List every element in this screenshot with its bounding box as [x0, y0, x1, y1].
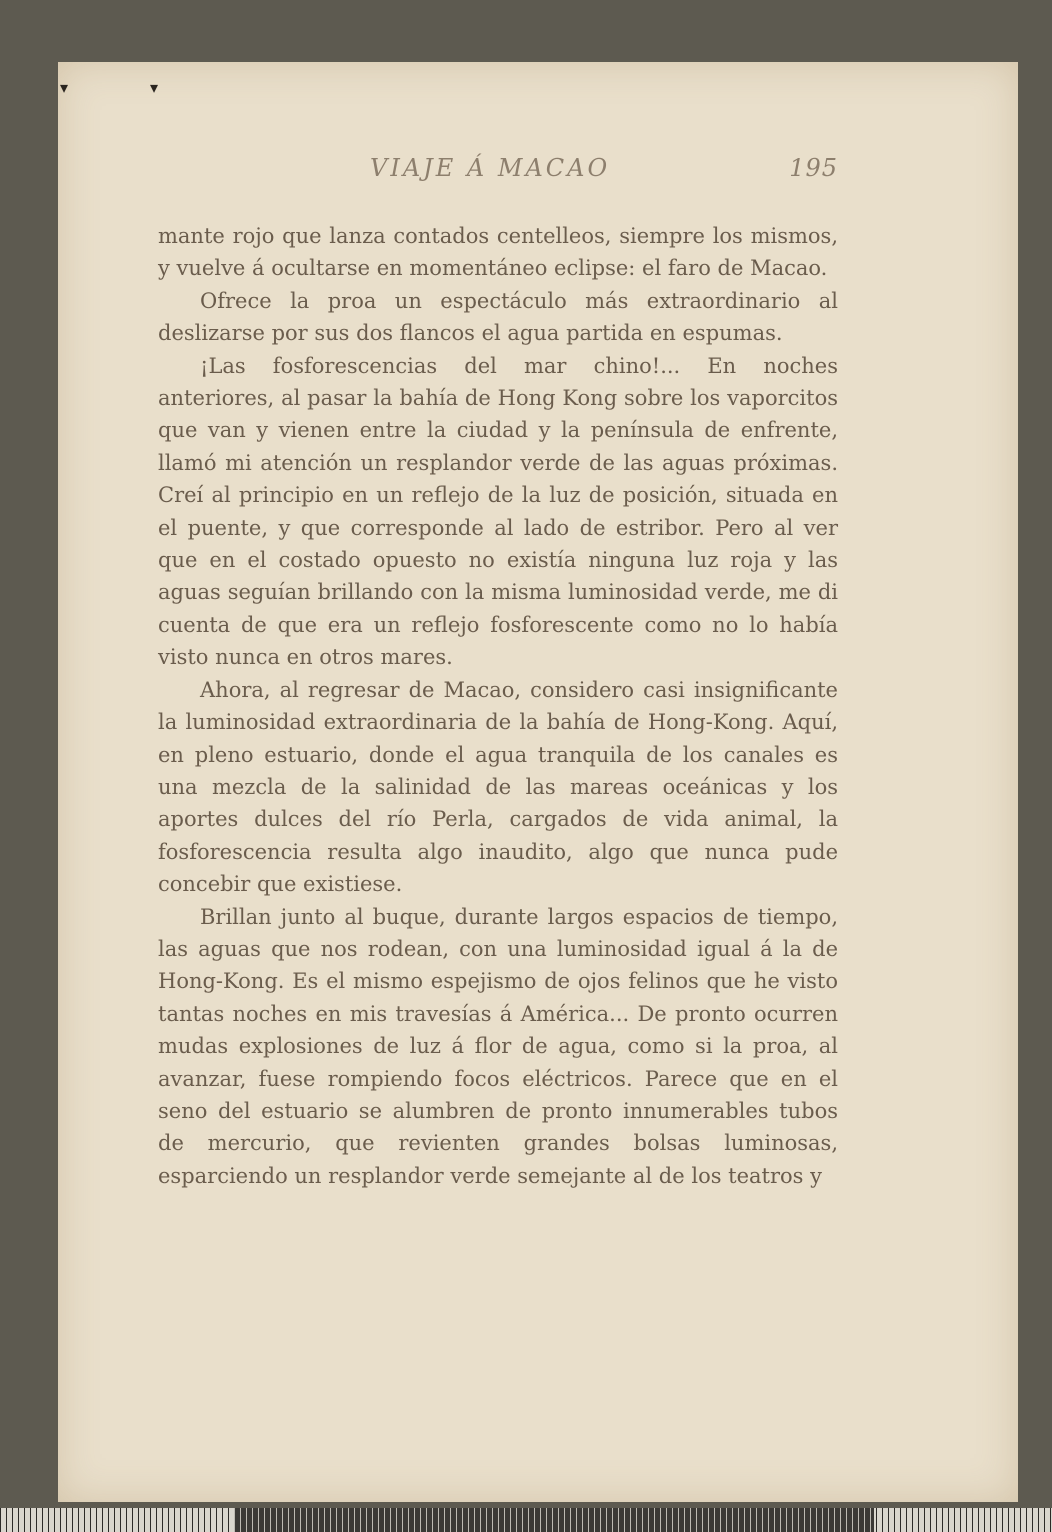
scan-mark: ▾	[60, 78, 69, 97]
running-head-title: VIAJE Á MACAO	[370, 154, 611, 182]
scan-ruler-dark-segment	[234, 1508, 874, 1532]
body-text	[158, 220, 838, 1192]
page-number: 195	[789, 154, 838, 182]
paragraph: Ahora, al regresar de Macao, considero casi insignificante la luminosidad extraordinaria de la bahía de Hong-Kong. Aquí, en pleno estuario, donde el agua tranquila de los canales es una mezcla de la salinidad de las mareas oceánicas y los aportes dulces del río Perla, cargados de vida animal, la fosforescencia resulta algo inaudito, algo que nunca pude concebir que existiese.	[158, 677, 838, 897]
paragraph: Brillan junto al buque, durante largos espacios de tiempo, las aguas que nos rodean, con una luminosidad igual á la de Hong-Kong. Es el mismo espejismo de ojos felinos que he visto tantas noches en mis travesías á América... De pronto ocurren mudas explosiones de luz á flor de agua, como si la proa, al avanzar, fuese rompiendo focos eléctricos. Parece que en el seno del estuario se alumbren de pronto innumerables tubos de mercurio, que revienten grandes bolsas luminosas, esparciendo un resplandor verde semejante al de los teatros y	[158, 904, 838, 1188]
running-head	[158, 154, 838, 190]
scan-mark: ▾	[150, 78, 159, 97]
paragraph: Ofrece la proa un espectáculo más extraordinario al deslizarse por sus dos flancos el agua partida en espumas.	[158, 288, 838, 346]
paragraph: mante rojo que lanza contados centelleos, siempre los mismos, y vuelve á ocultarse en momentáneo eclipse: el faro de Macao.	[158, 224, 838, 281]
book-page	[58, 62, 1018, 1502]
paragraph: ¡Las fosforescencias del mar chino!... En noches anteriores, al pasar la bahía de Hong Kong sobre los vaporcitos que van y vienen entre la ciudad y la península de enfrente, llamó mi atención un resplandor verde de las aguas próximas. Creí al principio en un reflejo de la luz de posición, situada en el puente, y que corresponde al lado de estribor. Pero al ver que en el costado opuesto no existía ninguna luz roja y las aguas seguían brillando con la misma luminosidad verde, me di cuenta de que era un reflejo fosforescente como no lo había visto nunca en otros mares.	[158, 353, 838, 670]
